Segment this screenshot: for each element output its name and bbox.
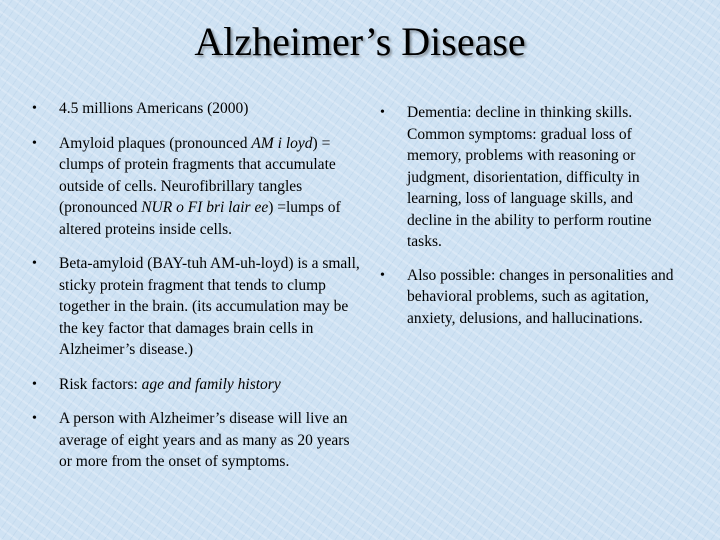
bullet-text: ) =lumps of altered proteins inside cells. (59, 199, 341, 238)
bullet-text: 4.5 millions Americans (2000) (59, 100, 249, 117)
bullet-item (32, 133, 362, 241)
bullet-item (380, 265, 680, 330)
bullet-item (32, 98, 362, 120)
bullet-text: Amyloid plaques (pronounced (59, 134, 252, 152)
pronunciation-text: AM i loyd (251, 134, 313, 152)
slide-title: Alzheimer’s Disease (194, 19, 526, 64)
bullet-text: Risk factors: (59, 375, 142, 393)
bullet-text: Beta-amyloid (BAY-tuh AM-uh-loyd) is a small, sticky protein fragment that tends to clump together in the brain. (its accumulation may be the key factor that damages brain cells in Alzheimer’s disease.) (59, 255, 360, 358)
bullet-text: Also possible: changes in personalities and behavioral problems, such as agitation, anxiety, delusions, and hallucinations. (407, 266, 674, 327)
bullet-icon: • (380, 105, 385, 120)
bullet-item (32, 408, 362, 473)
bullet-icon: • (32, 376, 37, 392)
bullet-text: A person with Alzheimer’s disease will live an average of eight years and as many as 20 years or more from the onset of symptoms. (59, 410, 350, 470)
bullet-item (32, 374, 362, 396)
bullet-text: Dementia: decline in thinking skills. Common symptoms: gradual loss of memory, problems with reasoning or judgment, disorientation, difficulty in learning, loss of language skills, and decline in the ability to perform routine tasks. (407, 104, 652, 250)
bullet-icon: • (32, 101, 37, 116)
left-bullet-list (32, 98, 362, 486)
bullet-item (32, 253, 362, 361)
bullet-text: ) = clumps of protein fragments that accumulate outside of cells. Neurofibrillary tangles (pronounced (59, 134, 336, 216)
bullet-icon: • (380, 267, 385, 283)
bullet-item (380, 102, 680, 253)
bullet-icon: • (32, 411, 37, 426)
right-bullet-list (380, 102, 680, 341)
risk-factors-text: age and family history (141, 375, 281, 393)
bullet-icon: • (32, 256, 37, 271)
bullet-icon: • (32, 135, 37, 151)
pronunciation-text: NUR o FI bri lair ee (141, 199, 269, 216)
